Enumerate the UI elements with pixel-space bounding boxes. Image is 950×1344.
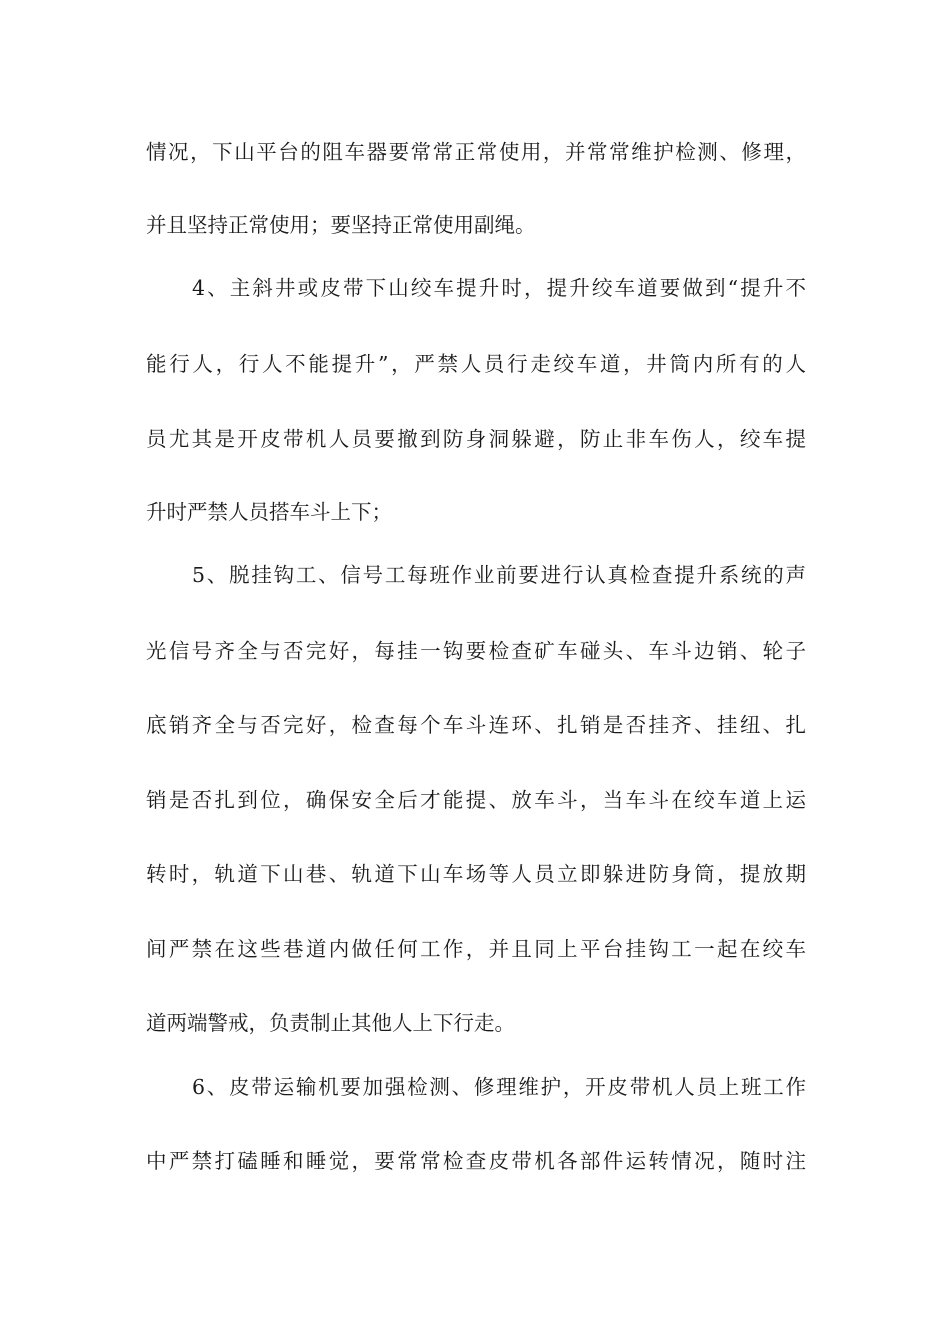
paragraph-5-start: 5、脱挂钩工、信号工每班作业前要进行认真检查提升系统的声 bbox=[192, 563, 806, 587]
text-line: 底销齐全与否完好，检查每个车斗连环、扎销是否挂齐、挂纽、扎 bbox=[146, 713, 806, 737]
text-line: 情况，下山平台的阻车器要常常正常使用，并常常维护检测、修理， bbox=[146, 140, 806, 164]
text-line: 间严禁在这些巷道内做任何工作，并且同上平台挂钩工一起在绞车 bbox=[146, 937, 806, 961]
text-line: 能行人，行人不能提升”，严禁人员行走绞车道，井筒内所有的人 bbox=[146, 352, 806, 376]
text-line: 升时严禁人员搭车斗上下； bbox=[146, 500, 392, 524]
text-line: 道两端警戒，负责制止其他人上下行走。 bbox=[146, 1011, 515, 1035]
text-line: 光信号齐全与否完好，每挂一钩要检查矿车碰头、车斗边销、轮子 bbox=[146, 639, 806, 663]
text-line: 并且坚持正常使用；要坚持正常使用副绳。 bbox=[146, 213, 536, 237]
paragraph-6-start: 6、皮带运输机要加强检测、修理维护，开皮带机人员上班工作 bbox=[192, 1075, 806, 1099]
text-line: 中严禁打磕睡和睡觉，要常常检查皮带机各部件运转情况，随时注 bbox=[146, 1149, 806, 1173]
text-line: 员尤其是开皮带机人员要撤到防身洞躲避，防止非车伤人，绞车提 bbox=[146, 427, 806, 451]
text-line: 销是否扎到位，确保安全后才能提、放车斗，当车斗在绞车道上运 bbox=[146, 788, 806, 812]
paragraph-4-start: 4、主斜井或皮带下山绞车提升时，提升绞车道要做到“提升不 bbox=[192, 276, 806, 300]
text-line: 转时，轨道下山巷、轨道下山车场等人员立即躲进防身筒，提放期 bbox=[146, 862, 806, 886]
